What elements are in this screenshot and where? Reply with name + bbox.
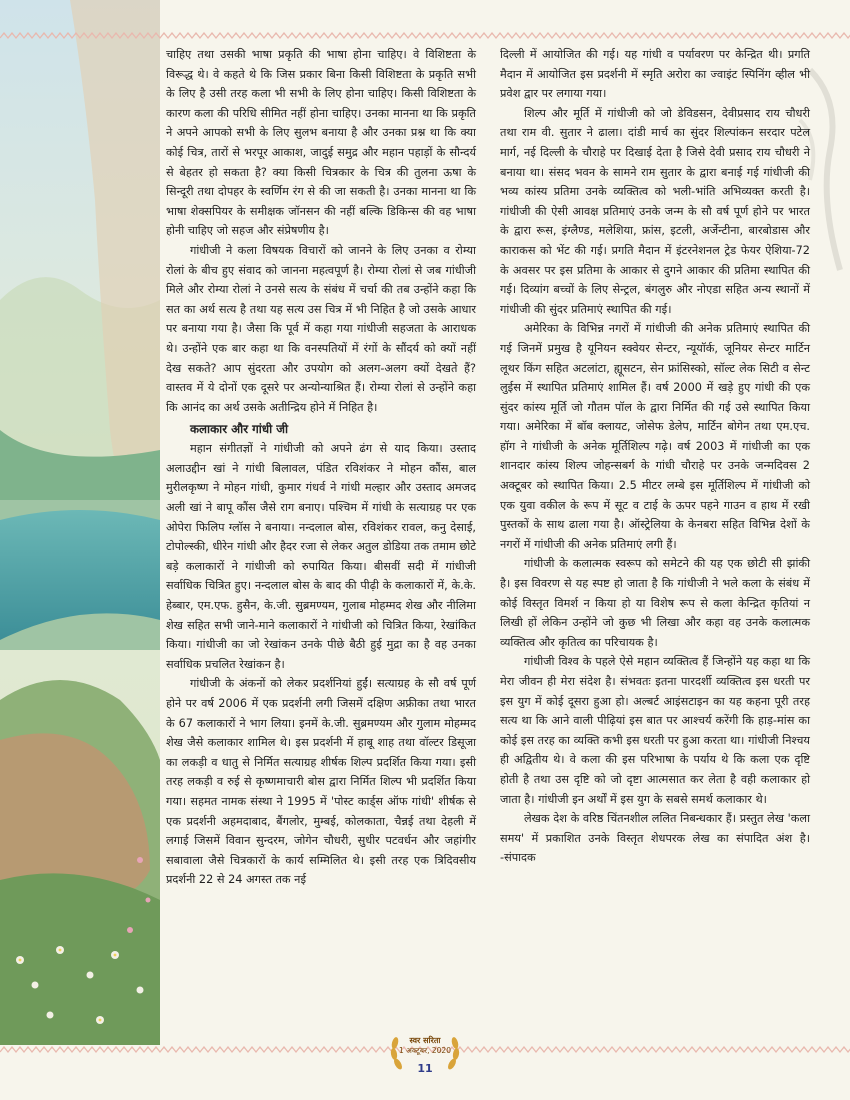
laurel-icon xyxy=(382,1024,468,1088)
issue-date: 1 अक्टूबर, 2020 xyxy=(399,1046,451,1055)
paragraph: गांधीजी विश्व के पहले ऐसे महान व्यक्तित्व हैं जिन्होंने यह कहा था कि मेरा जीवन ही मेरा संदेश है। संभवतः इतना पारदर्शी व्यक्तित्व इस धरती पर इस युग में कोई दूसरा हुआ हो। अल्बर्ट आइंसटाइन का यह कहना पूरी तरह सत्य था कि आने वाली पीढ़ियां इस बात पर आश्चर्य करेंगी कि हाड़-मांस का कोई इस तरह का व्यक्ति कभी इस धरती पर हुआ करता था। गांधीजी निश्चय ही अद्वितीय थे। वे कला की इस परिभाषा के पर्याय थे कि कला एक दृष्टि होती है तथा उस दृष्टि को जो दृष्टा आत्मसात कर लेता है वही कलाकार हो जाता है। गांधीजी इन अर्थों में इस युग के सबसे समर्थ कलाकार थे। xyxy=(500,655,810,806)
paragraph: अमेरिका के विभिन्न नगरों में गांधीजी की अनेक प्रतिमाएं स्थापित की गई जिनमें प्रमुख है यूनियन स्क्वेयर सेन्टर, न्यूयॉर्क, जूनियर सेन्टर मार्टिन लूथर किंग सहित अटलांटा, ह्यूसटन, सेन फ्रांसिस्को, सॉल्ट लेक सिटी व सेन्ट लुईस में स्थापित प्रतिमाएं शामिल हैं। वर्ष 2000 में खड़े हुए गांधी की एक सुंदर कांस्य मूर्ति जो गौतम पॉल के द्वारा निर्मित की गई उसे स्थापित किया गया। अमेरिका में बॉब क्लायट, जोसेफ डेलेप, मार्टिन बोगेन तथा एम.एच. हॉग ने गांधीजी के अनेक मूर्तिशिल्प गढ़े। वर्ष 2003 में गांधीजी का एक शानदार कांस्य शिल्प जोहन्सबर्ग के गांधी चौराहे पर उनके जन्मदिवस 2 अक्टूबर को स्थापित किया। 2.5 मीटर लम्बे इस मूर्तिशिल्प में गांधीजी को एक युवा वकील के रूप में सूट व टाई के ऊपर पहने गाउन व हाथ में रखी पुस्तकों के साथ ढाला गया है। ऑस्ट्रेलिया के केनबरा सहित विभिन्न देशों के नगरों में गांधीजी की अनेक प्रतिमाएं लगी हैं। xyxy=(500,322,810,551)
magazine-name: स्वर सरिता xyxy=(409,1036,441,1045)
paragraph: गांधीजी के कलात्मक स्वरूप को समेटने की यह एक छोटी सी झांकी है। इस विवरण से यह स्पष्ट हो जाता है कि गांधीजी ने भले कला के संबंध में कोई विस्तृत विमर्श न किया हो या विशेष रूप से कला केन्द्रित कृतियां न लिखी हों लेकिन उन्होंने जो कुछ भी लिखा और कहा वह उनके कलात्मक व्यक्तित्व और कृतित्व का परिचायक है। xyxy=(500,557,810,649)
paragraph: गांधीजी के अंकनों को लेकर प्रदर्शनियां हुईं। सत्याग्रह के सौ वर्ष पूर्ण होने पर वर्ष 2006 में एक प्रदर्शनी लगी जिसमें दक्षिण अफ्रीका तथा भारत के 67 कलाकारों ने भाग लिया। इनमें के.जी. सुब्रमण्यम और गुलाम मोहम्मद शेख जैसे कलाकार शामिल थे। इस प्रदर्शनी में हाबू शाह तथा वॉल्टर डिसूजा का लकड़ी व धातु से निर्मित सत्याग्रह शीर्षक शिल्प प्रदर्शित किया गया। इसी तरह लकड़ी व रुई से कृष्णमाचारी बोस द्वारा निर्मित शिल्प भी प्रदर्शित किया गया। सहमत नामक संस्था ने 1995 में 'पोस्ट कार्ड्स ऑफ गांधी' शीर्षक से एक प्रदर्शनी अहमदाबाद, बैंगलोर, मुम्बई, कोलकाता, चैन्नई तथा देहली में लगाई जिसमें विवान सुन्दरम, जोगेन चौधरी, सुधीर पटवर्धन और जहांगीर सबावाला जैसे चित्रकारों के कार्य सम्मिलित थे। इसी तरह एक त्रिदिवसीय प्रदर्शनी 22 से 24 अगस्त तक नई xyxy=(166,677,476,887)
top-border xyxy=(0,32,850,40)
paragraph: चाहिए तथा उसकी भाषा प्रकृति की भाषा होना चाहिए। वे विशिष्टता के विरूद्ध थे। वे कहते थे कि जिस प्रकार बिना किसी विशिष्टता के प्रकृति सभी के लिए है उसी तरह कला भी सभी के लिए होना चाहिए। किसी विशिष्टता के कारण कला की परिधि सीमित नहीं होना चाहिए। उनका मानना था कि प्रकृति ने अपने आपको सभी के लिए सुलभ बनाया है और उनका प्रश्न था कि क्या कोई चित्र, तारों से भरपूर आकाश, जादुई समुद्र और महान पहाड़ों के सौन्दर्य से बेहतर हो सकता है? क्या किसी चित्रकार के चित्र की तुलना ऊषा के सिन्दूरी तथा दोपहर के स्वर्णिम रंग से की जा सकती है। उनका मानना था कि भाषा शेक्सपियर के समीक्षक जॉनसन की नहीं बल्कि डिकिन्स की वह भाषा होनी चाहिए जो सहज और संप्रेषणीय है। xyxy=(166,48,476,238)
paragraph: दिल्ली में आयोजित की गई। यह गांधी व पर्यावरण पर केन्द्रित थी। प्रगति मैदान में आयोजित इस प्रदर्शनी में स्मृति अरोरा का ज्वाइंट स्पिनिंग व्हील भी प्रवेश द्वार पर लगाया गया। xyxy=(500,48,810,101)
author-note: लेखक देश के वरिष्ठ चिंतनशील ललित निबन्धकार हैं। प्रस्तुत लेख 'कला समय' में प्रकाशित उनके विस्तृत शेधपरक लेख का संपादित अंश है। -संपादक xyxy=(500,812,810,865)
paragraph: गांधीजी ने कला विषयक विचारों को जानने के लिए उनका व रोम्या रोलां के बीच हुए संवाद को जानना महत्वपूर्ण है। रोम्या रोलां से जब गांधीजी मिले और रोम्या रोलां ने उनसे सत्य के संबंध में चर्चा की तब उन्होंने कहा कि सत का अर्थ सत्य है तथा यह सत्य उस चित्र में भी निहित है जो उसके आधार पर बनाया गया है। जैसा कि पूर्व में कहा गया गांधीजी सहजता के आराधक थे। उन्होंने एक बार कहा था कि वनस्पतियों में रंगों के सौंदर्य को क्यों नहीं देख सकते? आप सुंदरता और उपयोग को अलग-अलग क्यों देखते हैं? वास्तव में ये दोनों एक दूसरे पर अन्योन्याश्रित हैं। रोम्या रोलां से उन्होंने कहा कि आनंद का अर्थ उसके अतीन्द्रिय होने में निहित है। xyxy=(166,243,476,414)
side-illustration xyxy=(0,0,160,1045)
paragraph: महान संगीतज्ञों ने गांधीजी को अपने ढंग से याद किया। उस्ताद अलाउद्दीन खां ने गांधी बिलावल, पंडित रविशंकर ने मोहन कौंस, बाल मुरीलकृष्ण ने मोहन गांधी, कुमार गंधर्व ने गांधी मल्हार और उस्ताद अमजद अली खां ने बापू कौंस जैसे राग बनाए। पश्चिम में गांधी के सत्याग्रह पर एक ओपेरा फिलिप ग्लॉस ने बनाया। नन्दलाल बोस, रविशंकर रावल, कनु देसाई, टोपोल्स्की, धीरेन गांधी और हैदर रजा से लेकर अतुल डोडिया तक तमाम छोटे बड़े कलाकारों ने गांधीजी को रुपायित किया। बीसवीं सदी में गांधीजी सर्वाधिक चित्रित हुए। नन्दलाल बोस के बाद की पीढ़ी के कलाकारों में, के.के. हेब्बार, एम.एफ. हुसैन, के.जी. सुब्रमण्यम, गुलाब मोहम्मद शेख और नीलिमा शेख सहित सभी जाने-माने कलाकारों ने गांधीजी को चित्रित किया, रेखांकित किया। गांधीजी का जो रेखांकन उनके पीछे बैठी हुई मुद्रा का है वह उनका सर्वाधिक प्रचलित रेखांकन है। xyxy=(166,442,476,671)
left-column xyxy=(166,45,476,890)
paragraph: शिल्प और मूर्ति में गांधीजी को जो डेविडसन, देवीप्रसाद राय चौधरी तथा राम वी. सुतार ने ढाला। दांडी मार्च का सुंदर शिल्पांकन सरदार पटेल मार्ग, नई दिल्ली के चौराहे पर दिखाई देता है जिसे देवी प्रसाद राय चौधरी ने बनाया था। संसद भवन के सामने राम सुतार के द्वारा बनाई गई गांधीजी की भव्य कांस्य प्रतिमा उनके व्यक्तित्व को भली-भांति अभिव्यक्त करती है। गांधीजी की ऐसी आवक्ष प्रतिमाएं उनके जन्म के सौ वर्ष पूर्ण होने पर भारत के द्वारा रूस, इंग्लैण्ड, मलेशिया, फ्रांस, इटली, अर्जेन्टीना, बारबोडास और काराकस को भेंट की गई। प्रगति मैदान में इंटरनेशनल ट्रेड फेयर ऐशिया-72 के अवसर पर इस प्रतिमा के आकार से दुगने आकार की प्रतिमा स्थापित की गई। दिव्यांग बच्चों के लिए सेन्ट्रल, बंगलुरु और नोएडा सहित अन्य स्थानों में गांधीजी की सुंदर प्रतिमाएं स्थापित की गई। xyxy=(500,106,810,316)
section-heading: कलाकार और गांधी जी xyxy=(190,422,289,437)
right-column xyxy=(500,45,810,868)
page-footer xyxy=(382,1024,468,1088)
page-number: 11 xyxy=(417,1062,433,1075)
